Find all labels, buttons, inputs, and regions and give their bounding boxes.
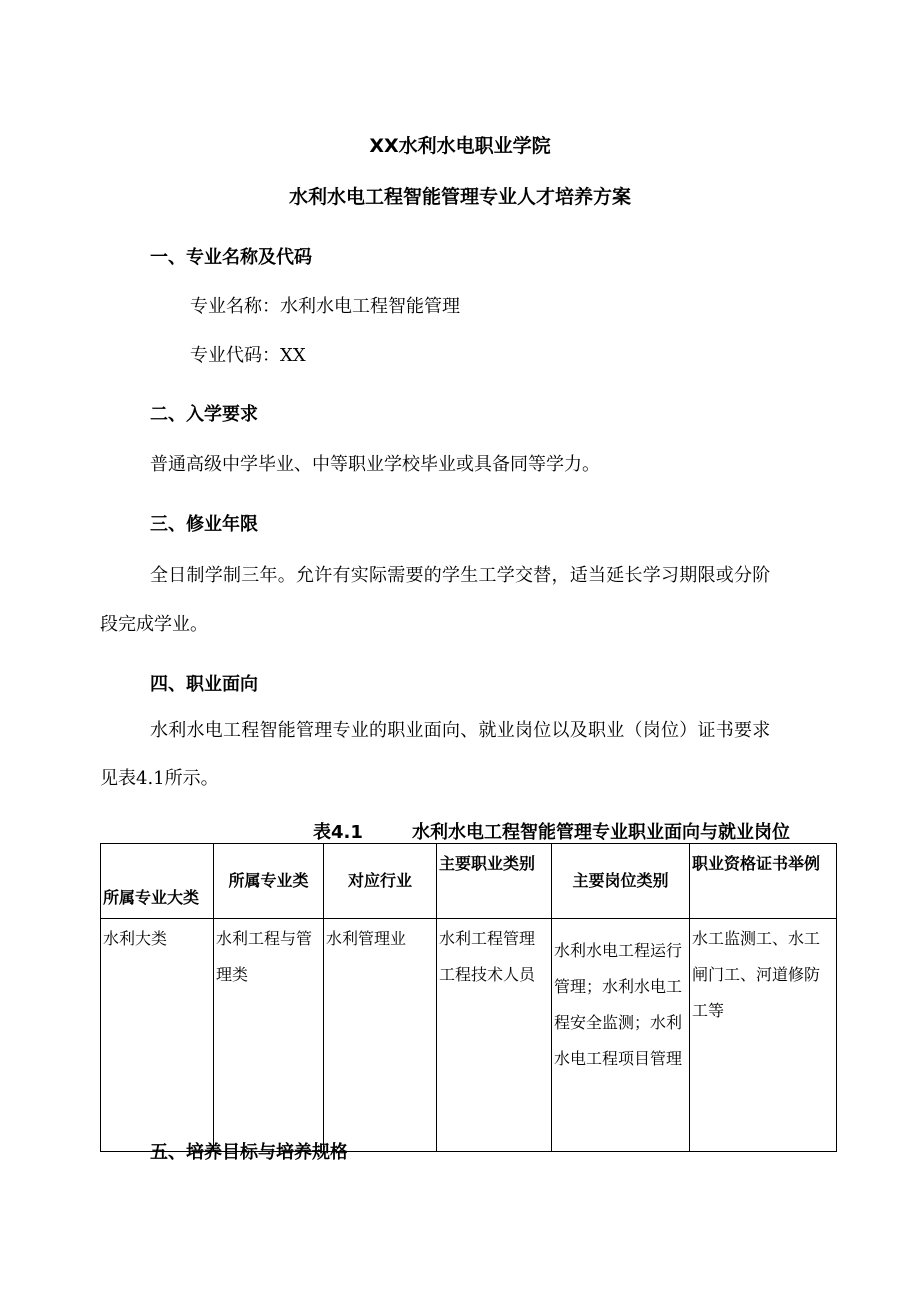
admission-text: 普通高级中学毕业、中等职业学校毕业或具备同等学力。 [150,454,600,475]
cell-occupation: 水利工程管理工程技术人员 [437,919,552,1152]
section-5-heading: 五、培养目标与培养规格 [150,1142,348,1163]
duration-text-line2: 段完成学业。 [100,614,208,635]
header-industry: 对应行业 [324,844,437,919]
section-1-heading: 一、专业名称及代码 [150,247,312,268]
table-row [101,919,837,1152]
header-major-class: 所属专业类 [214,844,324,919]
section-4-heading: 四、职业面向 [150,674,258,695]
table-caption-title: 水利水电工程智能管理专业职业面向与就业岗位 [412,822,790,843]
cell-major-class: 水利工程与管理类 [214,919,324,1152]
plan-title: 水利水电工程智能管理专业人才培养方案 [288,186,631,208]
header-occupation: 主要职业类别 [437,844,552,919]
school-name: XX水利水电职业学院 [369,135,551,157]
table-caption-number: 表4.1 [313,822,363,843]
cell-industry: 水利管理业 [324,919,437,1152]
major-code-line: 专业代码：XX [190,345,306,366]
header-major-category: 所属专业大类 [101,844,214,919]
career-text-line2: 见表4.1所示。 [100,768,219,789]
major-name-line: 专业名称：水利水电工程智能管理 [190,296,460,317]
career-table [100,843,837,1152]
cell-position: 水利水电工程运行管理；水利水电工程安全监测；水利水电工程项目管理 [552,919,690,1152]
career-text-line1: 水利水电工程智能管理专业的职业面向、就业岗位以及职业（岗位）证书要求 [150,720,771,741]
section-2-heading: 二、入学要求 [150,404,258,425]
duration-text-line1: 全日制学制三年。允许有实际需要的学生工学交替，适当延长学习期限或分阶 [150,565,771,586]
section-3-heading: 三、修业年限 [150,514,258,535]
header-position: 主要岗位类别 [552,844,690,919]
cell-major-category: 水利大类 [101,919,214,1152]
header-certificate: 职业资格证书举例 [690,844,837,919]
table-header-row [101,844,837,919]
cell-certificate: 水工监测工、水工闸门工、河道修防工等 [690,919,837,1152]
